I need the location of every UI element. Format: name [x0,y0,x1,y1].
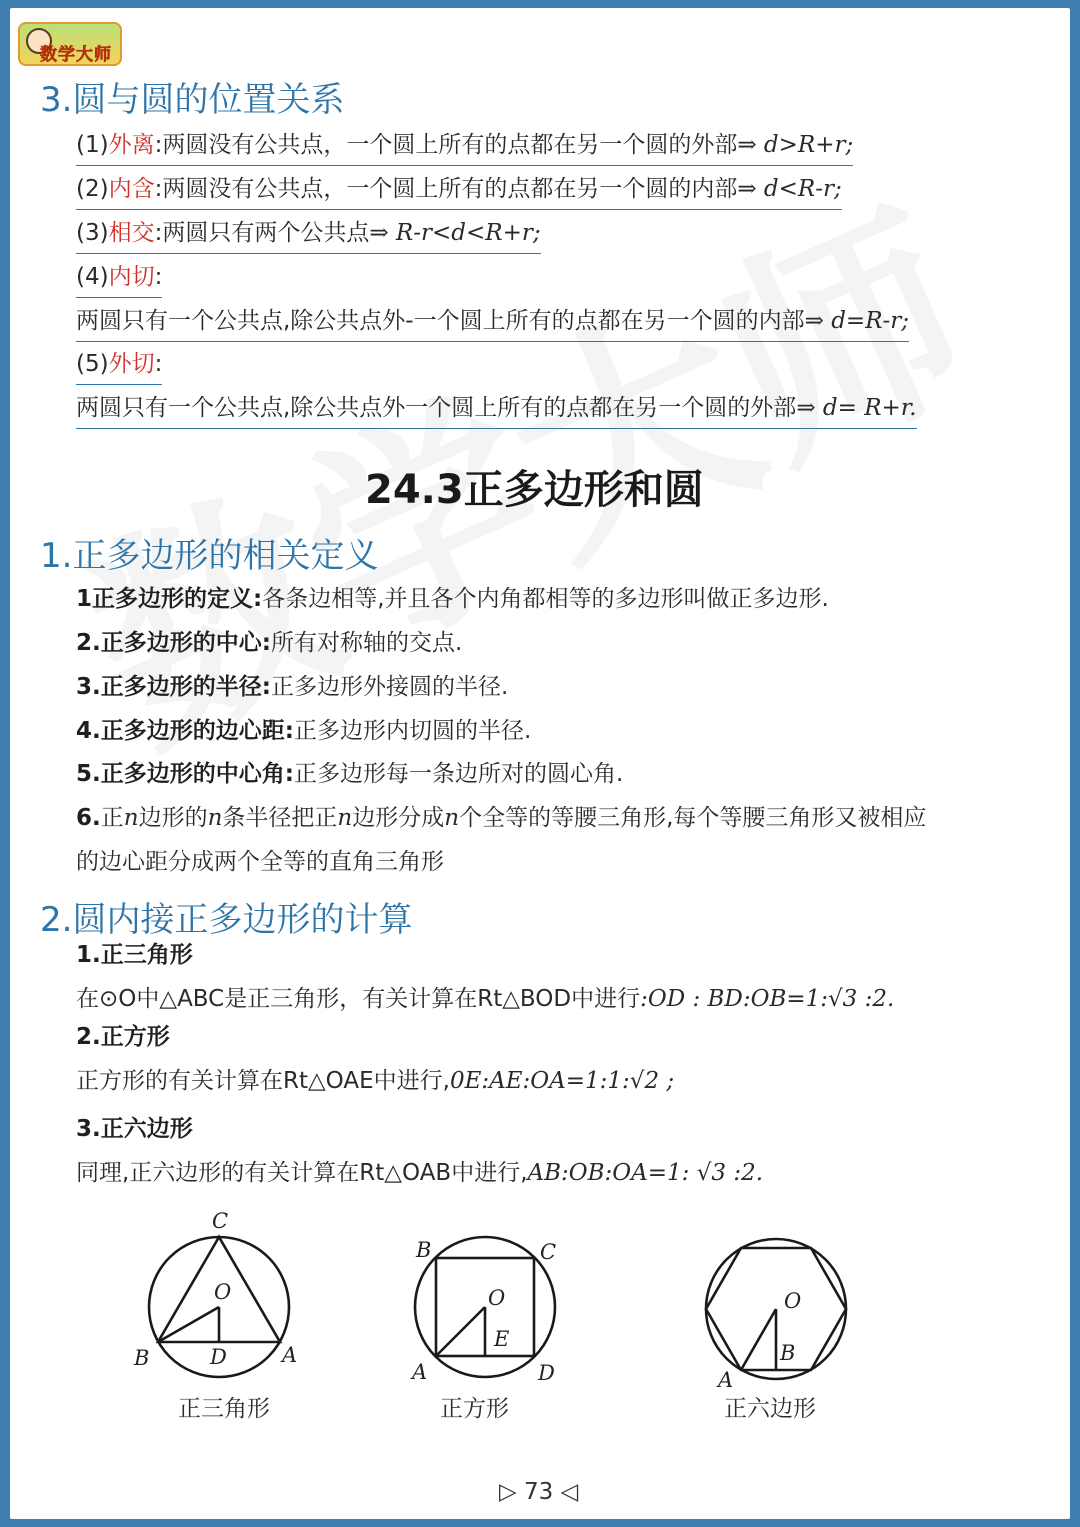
page-number: ▷ 73 ◁ [499,1479,579,1505]
logo-text: 数学大师 [40,45,112,65]
label-A: A [282,1343,298,1367]
label-D: D [210,1345,227,1369]
caption-triangle: 正三角形 [178,1396,270,1422]
hexagon-heading: 3.正六边形 [76,1116,193,1142]
label-O: O [214,1280,232,1304]
definition-3: 3.正多边形的半径:正多边形外接圆的半径. [76,674,509,700]
section-title: 3.圆与圆的位置关系 [40,80,345,120]
relation-item-2: (2)内含:两圆没有公共点，一个圆上所有的点都在另一个圆的内部⇒ d<R-r; [76,170,842,210]
label-B: B [780,1341,796,1365]
definition-6-cont: 的边心距分成两个全等的直角三角形 [76,849,444,875]
relation-item-3: (3)相交:两圆只有两个公共点⇒ R-r<d<R+r; [76,214,541,254]
label-A: A [718,1368,734,1392]
square-radius-OA [436,1307,485,1356]
figures-diagram [10,1198,1070,1468]
definition-2: 2.正多边形的中心:所有对称轴的交点. [76,630,463,656]
label-B: B [416,1238,432,1262]
definition-4: 4.正多边形的边心距:正多边形内切圆的半径. [76,718,532,744]
part2-title: 2.圆内接正多边形的计算 [40,900,413,940]
label-C: C [212,1209,229,1233]
label-E: E [494,1327,510,1351]
label-D: D [538,1361,555,1385]
page [10,8,1070,1519]
label-B: B [134,1346,150,1370]
caption-hexagon: 正六边形 [724,1396,816,1422]
definition-5: 5.正多边形的中心角:正多边形每一条边所对的圆心角. [76,761,624,787]
logo [18,22,122,66]
label-A: A [412,1360,428,1384]
chapter-title: 24.3正多边形和圆 [365,467,704,513]
relation-item-4-desc: 两圆只有一个公共点,除公共点外-一个圆上所有的点都在另一个圆的内部⇒ d=R-r; [76,302,909,342]
triangle-calc: 在⊙O中△ABC是正三角形，有关计算在Rt△BOD中进行:OD : BD:OB=1:√3 :2. [76,986,895,1012]
relation-item-4: (4)内切: [76,258,162,298]
hexagon-calc: 同理,正六边形的有关计算在Rt△OAB中进行,AB:OB:OA=1: √3 :2. [76,1160,764,1186]
label-O: O [784,1289,802,1313]
hexagon-figure [706,1239,846,1379]
part1-title: 1.正多边形的相关定义 [40,536,379,576]
label-C: C [540,1240,557,1264]
definition-1: 1正多边形的定义:各条边相等,并且各个内角都相等的多边形叫做正多边形. [76,586,829,612]
definition-6: 6.正n边形的n条半径把正n边形分成n个全等的等腰三角形,每个等腰三角形又被相应 [76,805,927,831]
square-calc: 正方形的有关计算在Rt△OAE中进行,0E:AE:OA=1:1:√2 ; [76,1068,675,1094]
caption-square: 正方形 [440,1396,509,1422]
relation-item-1: (1)外离:两圆没有公共点，一个圆上所有的点都在另一个圆的外部⇒ d>R+r; [76,126,853,166]
relation-item-5: (5)外切: [76,345,162,385]
label-O: O [488,1286,506,1310]
square-heading: 2.正方形 [76,1024,170,1050]
hexagon-radius-OA [741,1309,776,1370]
triangle-heading: 1.正三角形 [76,942,193,968]
relation-item-5-desc: 两圆只有一个公共点,除公共点外一个圆上所有的点都在另一个圆的外部⇒ d= R+r. [76,389,917,429]
square-figure [415,1237,555,1377]
